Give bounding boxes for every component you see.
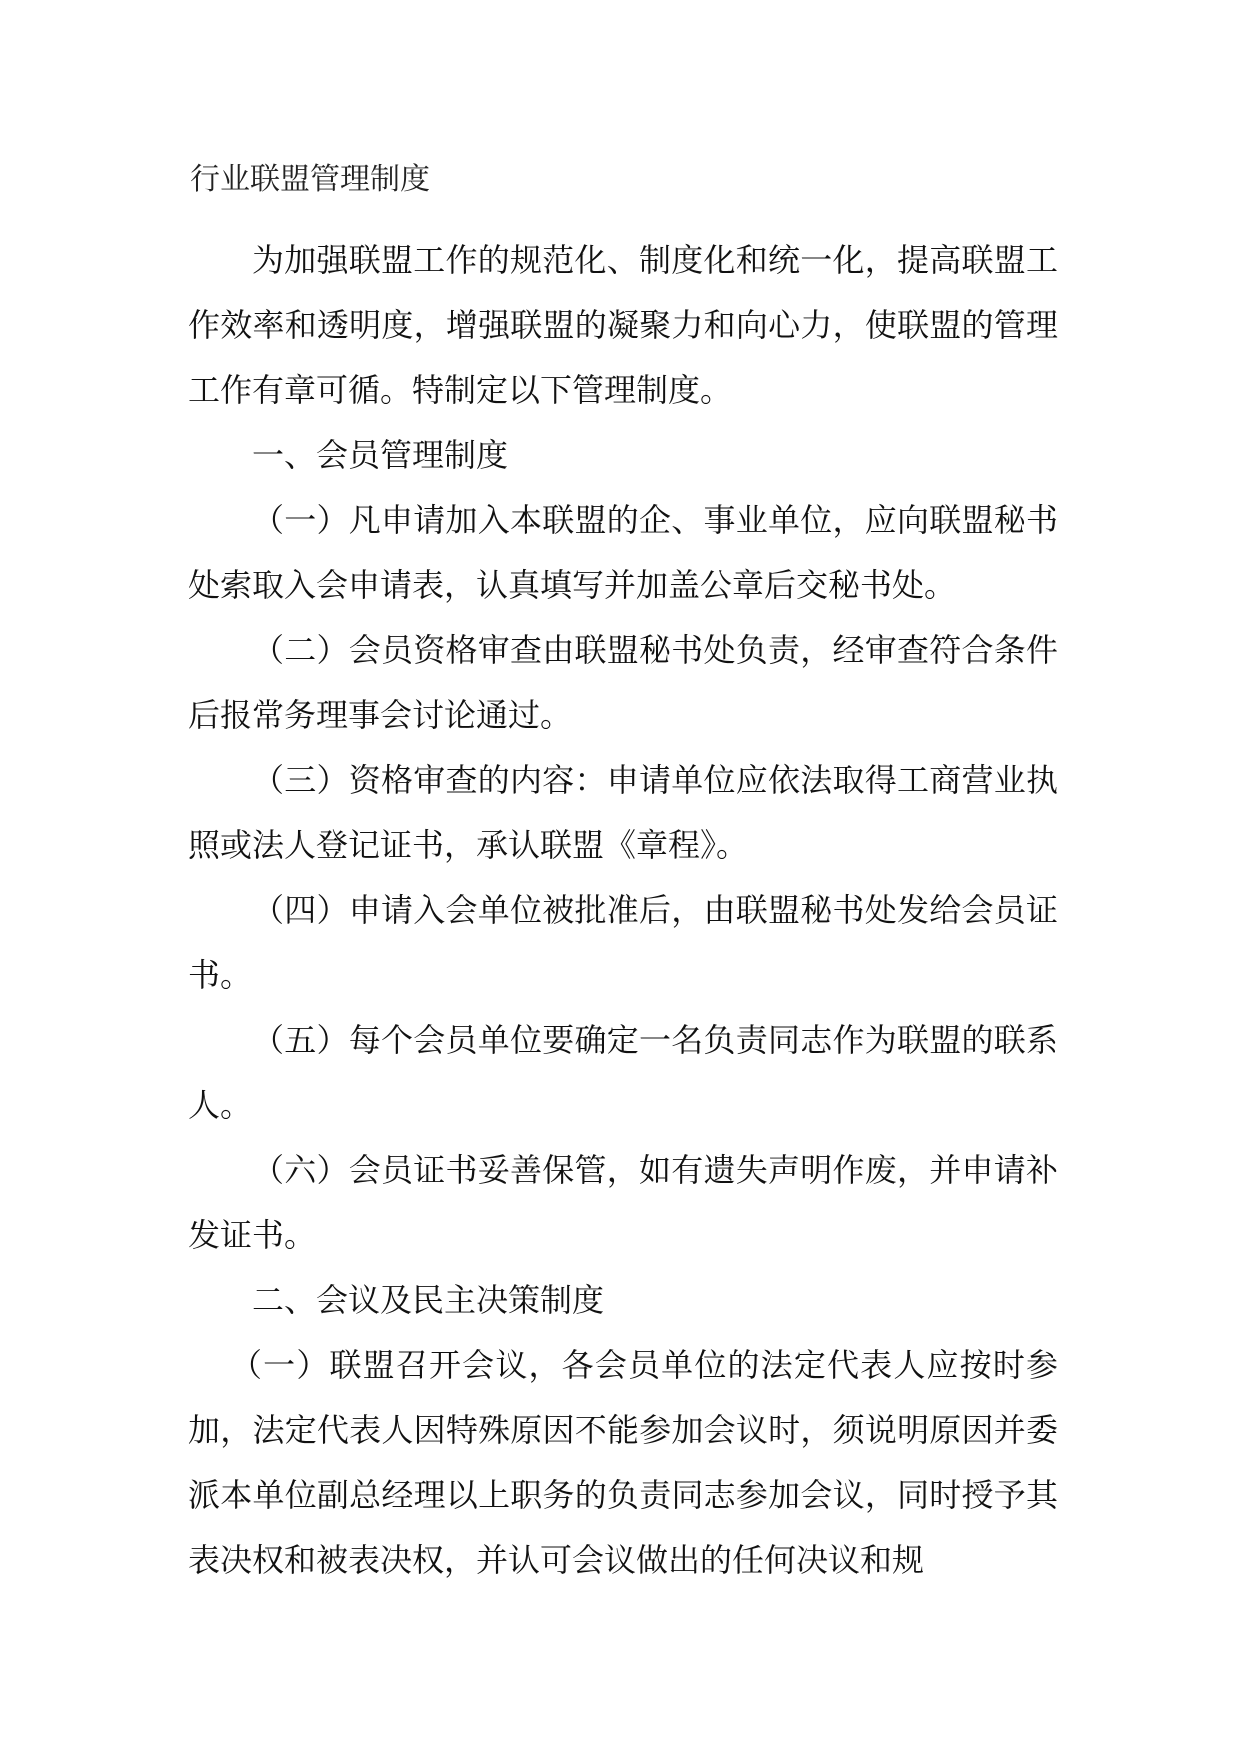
paragraph-meetings-1: （一）联盟召开会议，各会员单位的法定代表人应按时参加，法定代表人因特殊原因不能参加会议时，须说明原因并委派本单位副总经理以上职务的负责同志参加会议，同时授予其表决权和被表决权，并认可会议做出的任何决议和规 <box>188 1346 1058 1579</box>
paragraph-membership-6: （六）会员证书妥善保管，如有遗失声明作废，并申请补发证书。 <box>188 1151 1058 1254</box>
paragraph-membership-5: （五）每个会员单位要确定一名负责同志作为联盟的联系人。 <box>188 1021 1058 1124</box>
paragraph-membership-2: （二）会员资格审查由联盟秘书处负责，经审查符合条件后报常务理事会讨论通过。 <box>188 631 1058 734</box>
paragraph-membership-3: （三）资格审查的内容：申请单位应依法取得工商营业执照或法人登记证书，承认联盟《章程》。 <box>188 761 1058 864</box>
section-heading-meetings: 二、会议及民主决策制度 <box>252 1281 605 1319</box>
document-body <box>188 228 1058 1593</box>
paragraph-membership-1: （一）凡申请加入本联盟的企、事业单位，应向联盟秘书处索取入会申请表，认真填写并加盖公章后交秘书处。 <box>188 501 1058 604</box>
document-title: 行业联盟管理制度 <box>190 162 430 197</box>
paragraph-intro: 为加强联盟工作的规范化、制度化和统一化，提高联盟工作效率和透明度，增强联盟的凝聚力和向心力，使联盟的管理工作有章可循。特制定以下管理制度。 <box>188 241 1058 409</box>
paragraph-membership-4: （四）申请入会单位被批准后，由联盟秘书处发给会员证书。 <box>188 891 1058 994</box>
section-heading-membership: 一、会员管理制度 <box>252 436 509 474</box>
